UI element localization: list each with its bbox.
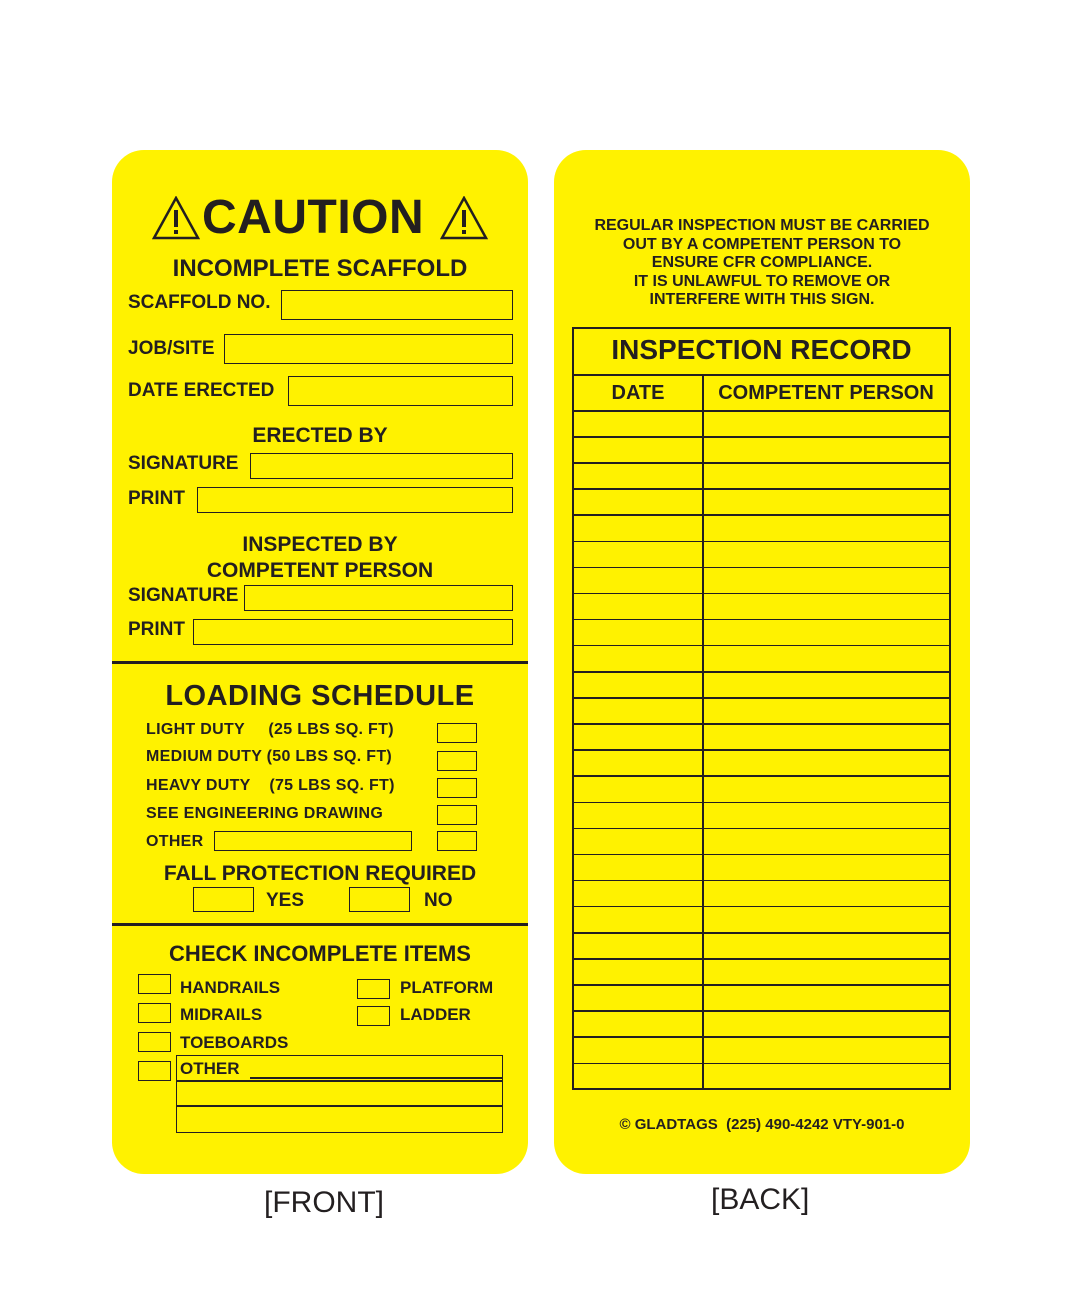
competent-person-heading: COMPETENT PERSON: [206, 559, 434, 582]
table-row-rule: [574, 645, 949, 647]
inspected-signature-field[interactable]: [244, 585, 513, 611]
other-item-line: [250, 1077, 503, 1079]
check-items-heading: CHECK INCOMPLETE ITEMS: [169, 941, 471, 966]
inspected-signature-label: SIGNATURE: [128, 585, 239, 606]
other-load-field[interactable]: [214, 831, 412, 851]
competent-person-column-header: COMPETENT PERSON: [718, 382, 934, 404]
table-row-rule: [574, 723, 949, 725]
table-row-rule: [574, 880, 949, 882]
fall-protection-yes-checkbox[interactable]: [193, 887, 254, 912]
table-row-rule: [574, 749, 949, 751]
section-divider: [112, 661, 528, 664]
back-caption: [BACK]: [711, 1183, 810, 1216]
inspected-by-heading: INSPECTED BY: [242, 533, 398, 556]
midrails-label: MIDRAILS: [180, 1005, 263, 1024]
front-tag: [112, 150, 528, 1174]
notice-text: [554, 217, 970, 310]
platform-checkbox[interactable]: [357, 979, 390, 999]
table-row-rule: [574, 1010, 949, 1012]
table-row-rule: [574, 462, 949, 464]
inspection-record-title: INSPECTION RECORD: [611, 334, 912, 365]
medium-duty-checkbox[interactable]: [437, 751, 477, 771]
caution-title: CAUTION: [202, 191, 425, 244]
column-divider: [702, 376, 704, 1088]
table-row-rule: [574, 1063, 949, 1065]
table-row-rule: [574, 593, 949, 595]
erected-signature-field[interactable]: [250, 453, 513, 479]
heavy-duty-checkbox[interactable]: [437, 778, 477, 798]
table-row-rule: [574, 567, 949, 569]
table-row-rule: [574, 488, 949, 490]
heavy-duty-label: HEAVY DUTY (75 LBS SQ. FT): [146, 777, 395, 794]
table-row-rule: [574, 984, 949, 986]
notice-line: ENSURE CFR COMPLIANCE.: [651, 254, 873, 271]
light-duty-label: LIGHT DUTY (25 LBS SQ. FT): [146, 721, 394, 738]
erected-by-heading: ERECTED BY: [252, 424, 388, 447]
fall-protection-no-label: NO: [424, 890, 453, 911]
table-row-rule: [574, 619, 949, 621]
handrails-checkbox[interactable]: [138, 974, 171, 994]
front-caption: [FRONT]: [264, 1186, 384, 1219]
erected-signature-label: SIGNATURE: [128, 453, 239, 474]
other-load-checkbox[interactable]: [437, 831, 477, 851]
notice-line: OUT BY A COMPETENT PERSON TO: [622, 235, 902, 253]
table-row-rule: [574, 775, 949, 777]
other-item-checkbox[interactable]: [138, 1061, 171, 1081]
table-row-rule: [574, 436, 949, 438]
job-site-label: JOB/SITE: [128, 338, 215, 359]
ladder-label: LADDER: [400, 1005, 471, 1024]
date-erected-label: DATE ERECTED: [128, 380, 275, 401]
date-column-header: DATE: [611, 382, 665, 404]
erected-print-field[interactable]: [197, 487, 513, 513]
scaffold-no-field[interactable]: [281, 290, 513, 320]
table-row-rule: [574, 932, 949, 934]
inspection-record-table: [572, 327, 951, 1090]
notice-line: INTERFERE WITH THIS SIGN.: [649, 291, 875, 308]
fall-protection-heading: FALL PROTECTION REQUIRED: [163, 862, 477, 885]
toeboards-label: TOEBOARDS: [180, 1033, 289, 1052]
table-row-rule: [574, 802, 949, 804]
ladder-checkbox[interactable]: [357, 1006, 390, 1026]
table-row-rule: [574, 541, 949, 543]
table-row-rule: [574, 671, 949, 673]
midrails-checkbox[interactable]: [138, 1003, 171, 1023]
inspected-print-label: PRINT: [128, 619, 185, 640]
date-erected-field[interactable]: [288, 376, 513, 406]
engineering-drawing-checkbox[interactable]: [437, 805, 477, 825]
loading-schedule-heading: LOADING SCHEDULE: [165, 680, 475, 712]
erected-print-label: PRINT: [128, 488, 185, 509]
notice-line: REGULAR INSPECTION MUST BE CARRIED: [594, 217, 930, 234]
warning-triangle-icon: [440, 196, 488, 240]
toeboards-checkbox[interactable]: [138, 1032, 171, 1052]
scaffold-no-label: SCAFFOLD NO.: [128, 292, 271, 313]
fall-protection-yes-label: YES: [266, 890, 305, 911]
table-row-rule: [574, 514, 949, 516]
incomplete-scaffold-subtitle: INCOMPLETE SCAFFOLD: [172, 255, 468, 282]
light-duty-checkbox[interactable]: [437, 723, 477, 743]
fall-protection-no-checkbox[interactable]: [349, 887, 410, 912]
table-row-rule: [574, 410, 949, 412]
table-row-rule: [574, 854, 949, 856]
footer-text: © GLADTAGS (225) 490-4242 VTY-901-0: [619, 1116, 905, 1133]
platform-label: PLATFORM: [400, 978, 494, 997]
warning-triangle-icon: [152, 196, 200, 240]
engineering-drawing-label: SEE ENGINEERING DRAWING: [146, 805, 384, 822]
table-rule: [574, 374, 949, 376]
handrails-label: HANDRAILS: [180, 978, 281, 997]
back-tag: [554, 150, 970, 1174]
table-row-rule: [574, 958, 949, 960]
table-row-rule: [574, 697, 949, 699]
other-item-label: OTHER: [180, 1059, 240, 1078]
table-row-rule: [574, 1036, 949, 1038]
inspected-print-field[interactable]: [193, 619, 513, 645]
medium-duty-label: MEDIUM DUTY (50 LBS SQ. FT): [146, 748, 393, 765]
table-row-rule: [574, 828, 949, 830]
section-divider: [112, 923, 528, 926]
job-site-field[interactable]: [224, 334, 513, 364]
table-row-rule: [574, 906, 949, 908]
notice-line: IT IS UNLAWFUL TO REMOVE OR: [633, 272, 891, 290]
other-load-label: OTHER: [146, 833, 204, 850]
